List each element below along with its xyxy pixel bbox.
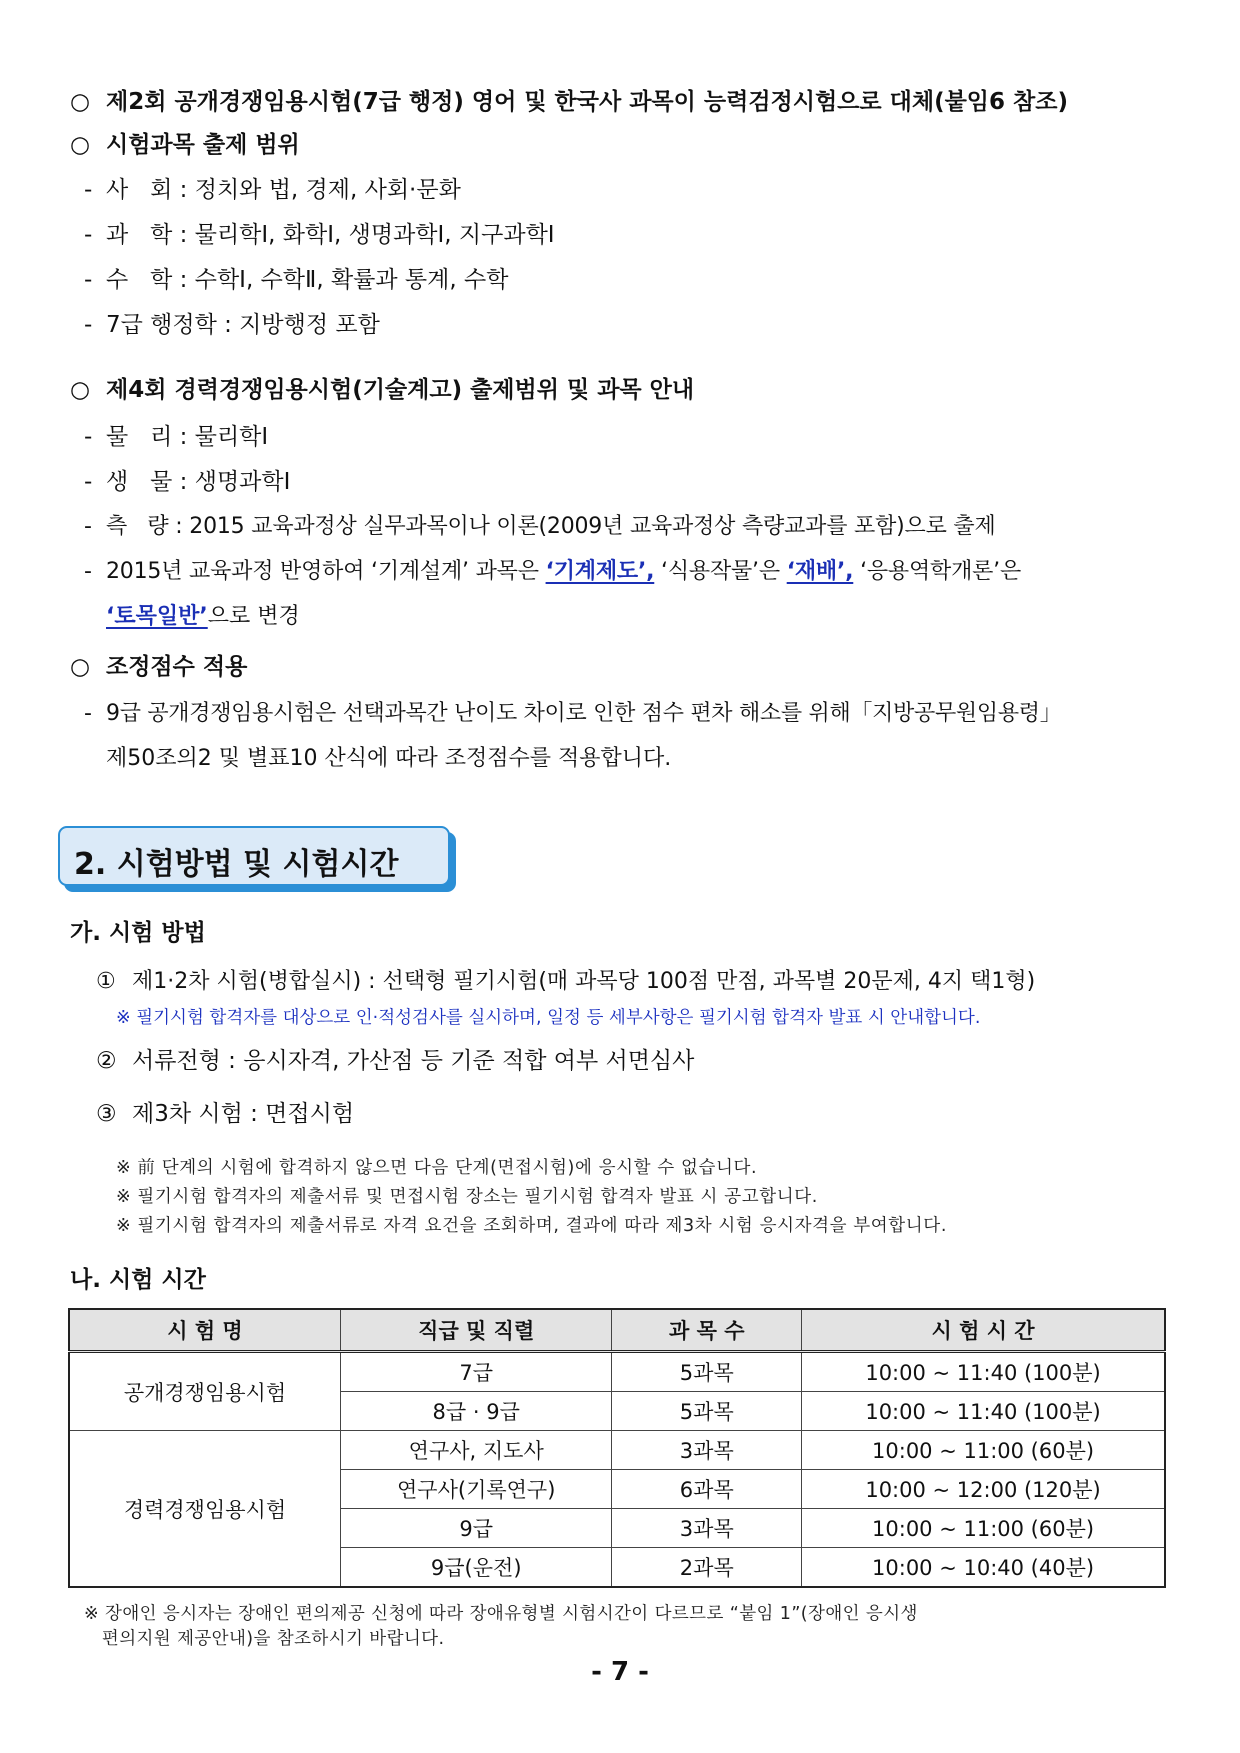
- list-item-text: ‘식용작물’은: [654, 559, 787, 584]
- grade-cell: 9급: [340, 1509, 611, 1548]
- list-item-text: 생 물 : 생명과학Ⅰ: [106, 469, 291, 495]
- list-item-text: 측 량 : 2015 교육과정상 실무과목이나 이론(2009년 교육과정상 측량교과를 포함)으로 출제: [106, 514, 996, 539]
- subsection-title-method: 가. 시험 방법: [70, 920, 206, 946]
- circled-number: ①: [96, 969, 116, 994]
- dash-bullet: -: [84, 514, 92, 539]
- header-grade: 직급 및 직렬: [340, 1309, 611, 1352]
- list-item: [70, 466, 1180, 498]
- grade-cell: 8급 · 9급: [340, 1392, 611, 1431]
- section-title: 2. 시험방법 및 시험시간: [74, 847, 399, 882]
- list-item: [70, 511, 1180, 543]
- method-item-text: 제3차 시험 : 면접시험: [132, 1101, 355, 1127]
- list-item-text: 7급 행정학 : 지방행정 포함: [106, 312, 380, 338]
- circle-bullet-icon: ○: [70, 89, 91, 115]
- header-exam-time: 시 험 시 간: [802, 1309, 1165, 1352]
- method-item-1: [96, 966, 1035, 998]
- highlight-cultivation: ‘재배’,: [786, 559, 854, 584]
- subject-count-cell: 3과목: [612, 1431, 802, 1470]
- subject-count-cell: 5과목: [612, 1352, 802, 1392]
- subject-count-cell: 3과목: [612, 1509, 802, 1548]
- list-item-text: ‘응용역학개론’은: [853, 559, 1022, 584]
- dash-bullet: -: [84, 559, 92, 584]
- list-item-text: 과 학 : 물리학Ⅰ, 화학Ⅰ, 생명과학Ⅰ, 지구과학Ⅰ: [106, 222, 555, 248]
- list-item: [70, 219, 1180, 251]
- method-item-text: 서류전형 : 응시자격, 가산점 등 기준 적합 여부 서면심사: [132, 1048, 695, 1074]
- method-item-3: [96, 1098, 354, 1130]
- method-item-text: 제1·2차 시험(병합실시) : 선택형 필기시험(매 과목당 100점 만점, 과목별 20문제, 4지 택1형): [132, 969, 1036, 994]
- circled-number: ③: [96, 1101, 117, 1127]
- grade-cell: 7급: [340, 1352, 611, 1392]
- time-cell: 10:00 ~ 12:00 (120분): [802, 1470, 1165, 1509]
- list-item-text: 수 학 : 수학Ⅰ, 수학Ⅱ, 확률과 통계, 수학: [106, 267, 509, 293]
- table-header-row: [69, 1309, 1165, 1352]
- list-item-text: 제50조의2 및 별표10 산식에 따라 조정점수를 적용합니다.: [106, 746, 672, 771]
- time-cell: 10:00 ~ 11:40 (100분): [802, 1352, 1165, 1392]
- circled-number: ②: [96, 1048, 117, 1074]
- dash-bullet: -: [84, 469, 93, 495]
- table-row: [69, 1431, 1165, 1470]
- heading-text: 제4회 경력경쟁임용시험(기술계고) 출제범위 및 과목 안내: [106, 377, 695, 403]
- circle-heading-2: [70, 129, 1180, 161]
- highlight-civil-engineering: ‘토목일반’: [106, 604, 208, 629]
- subsection-title-time: 나. 시험 시간: [70, 1267, 206, 1293]
- method-item-2: [96, 1045, 694, 1077]
- dash-bullet: -: [84, 701, 92, 726]
- note: ※ 前 단계의 시험에 합격하지 않으면 다음 단계(면접시험)에 응시할 수 없습니다.: [116, 1158, 758, 1178]
- dash-bullet: -: [84, 312, 93, 338]
- exam-group-name: 공개경쟁임용시험: [69, 1352, 340, 1431]
- blue-note: ※ 필기시험 합격자를 대상으로 인·적성검사를 실시하며, 일정 등 세부사항은 필기시험 합격자 발표 시 안내합니다.: [116, 1008, 981, 1028]
- list-item: [70, 264, 1180, 296]
- circle-heading-4: [70, 651, 1180, 683]
- list-item: [70, 174, 1180, 206]
- subject-count-cell: 2과목: [612, 1548, 802, 1588]
- exam-schedule-table: [68, 1308, 1166, 1588]
- section-title-box: [58, 826, 450, 886]
- grade-cell: 9급(운전): [340, 1548, 611, 1588]
- list-item: [70, 309, 1180, 341]
- time-cell: 10:00 ~ 11:00 (60분): [802, 1431, 1165, 1470]
- dash-bullet: -: [84, 267, 93, 293]
- list-item-text: 물 리 : 물리학Ⅰ: [106, 424, 269, 450]
- list-item-text: 9급 공개경쟁임용시험은 선택과목간 난이도 차이로 인한 점수 편차 해소를 위해「지방공무원임용령」: [106, 701, 1062, 726]
- time-cell: 10:00 ~ 11:40 (100분): [802, 1392, 1165, 1431]
- header-exam-name: 시 험 명: [69, 1309, 340, 1352]
- circle-bullet-icon: ○: [70, 654, 91, 680]
- footnote-line: ※ 장애인 응시자는 장애인 편의제공 신청에 따라 장애유형별 시험시간이 다르므로 “붙임 1”(장애인 응시생: [84, 1604, 918, 1624]
- heading-text: 조정점수 적용: [106, 654, 248, 680]
- page-number: - 7 -: [591, 1657, 649, 1687]
- heading-text: 제2회 공개경쟁임용시험(7급 행정) 영어 및 한국사 과목이 능력검정시험으로 대체(붙임6 참조): [106, 89, 1068, 115]
- subject-count-cell: 6과목: [612, 1470, 802, 1509]
- circle-heading-3: [70, 374, 1180, 406]
- list-item: [70, 698, 1180, 730]
- dash-bullet: -: [84, 177, 93, 203]
- header-subject-count: 과 목 수: [612, 1309, 802, 1352]
- time-cell: 10:00 ~ 10:40 (40분): [802, 1548, 1165, 1588]
- dash-bullet: -: [84, 222, 93, 248]
- note: ※ 필기시험 합격자의 제출서류 및 면접시험 장소는 필기시험 합격자 발표 시 공고합니다.: [116, 1187, 818, 1207]
- heading-text: 시험과목 출제 범위: [106, 132, 300, 158]
- list-item-text: 으로 변경: [207, 604, 300, 629]
- grade-cell: 연구사, 지도사: [340, 1431, 611, 1470]
- list-item-curriculum-change: [70, 556, 1180, 588]
- list-item-text: 2015년 교육과정 반영하여 ‘기계설계’ 과목은: [106, 559, 546, 584]
- list-item-text: 사 회 : 정치와 법, 경제, 사회·문화: [106, 177, 461, 203]
- note: ※ 필기시험 합격자의 제출서류로 자격 요건을 조회하며, 결과에 따라 제3차 시험 응시자격을 부여합니다.: [116, 1216, 947, 1236]
- grade-cell: 연구사(기록연구): [340, 1470, 611, 1509]
- footnote: [84, 1602, 918, 1652]
- circle-heading-1: [70, 86, 1180, 118]
- list-item: [70, 421, 1180, 453]
- dash-bullet: -: [84, 424, 93, 450]
- time-cell: 10:00 ~ 11:00 (60분): [802, 1509, 1165, 1548]
- exam-group-name: 경력경쟁임용시험: [69, 1431, 340, 1588]
- footnote-line: 편의지원 제공안내)을 참조하시기 바랍니다.: [84, 1629, 445, 1649]
- circle-bullet-icon: ○: [70, 377, 91, 403]
- highlight-machine-drafting: ‘기계제도’,: [545, 559, 655, 584]
- table-row: [69, 1352, 1165, 1392]
- subject-count-cell: 5과목: [612, 1392, 802, 1431]
- list-item-continuation: [70, 601, 1180, 633]
- list-item-continuation: [70, 743, 1180, 775]
- circle-bullet-icon: ○: [70, 132, 91, 158]
